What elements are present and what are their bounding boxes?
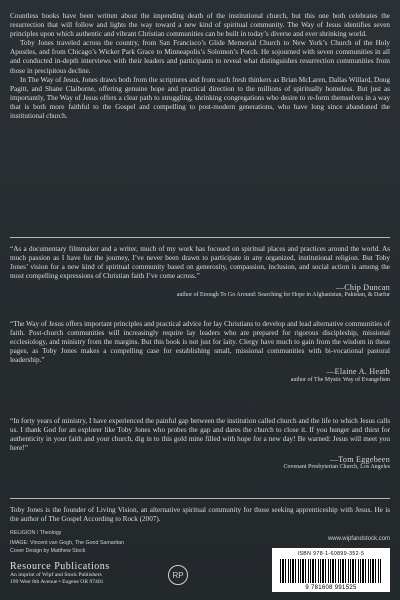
endorsement-text: “As a documentary filmmaker and a writer, much of my work has focused on spiritual places and practices around the world. As much passion as I have for the journey, I’ve never been drawn to participate in any organized, institutional religion. But Toby Jones’ vision for a new kind of spiritual community based on generosity, compassion, inclusion, and social action is among the most compelling expressions of Christian faith I’ve come across.” [10, 245, 390, 281]
publisher-address: 199 West 8th Avenue • Eugene OR 97401 [10, 579, 104, 585]
category-label: RELIGION / Theology [10, 530, 62, 536]
barcode-number: 9 781608 991525 [305, 585, 357, 591]
publisher-logo: RP [168, 565, 188, 585]
isbn-label: ISBN 978-1-60899-352-5 [297, 551, 365, 557]
author-bio: Toby Jones is the founder of Living Vision, an alternative spiritual community for those seeking apprenticeship with Jesus. He is the author of The Gospel According to Rock (2007). [10, 506, 390, 524]
publisher-url: www.wipfandstock.com [327, 536, 390, 542]
endorsement-3 [10, 417, 390, 471]
divider [10, 498, 390, 499]
endorsement-2 [10, 320, 390, 384]
publisher-imprint: An imprint of Wipf and Stock Publishers [10, 572, 102, 578]
endorsement-affiliation: Covenant Presbyterian Church, Los Angeles [283, 464, 390, 471]
book-description [10, 12, 390, 121]
endorsement-affiliation: author of Enough To Go Around: Searching for Hope in Afghanistan, Pakistan, & Darfur [176, 292, 390, 299]
publisher-name: Resource Publications [10, 561, 110, 572]
description-paragraph: In The Way of Jesus, Jones draws both from the scriptures and from such fresh thinkers as Brian McLaren, Dallas Willard, Doug Pagitt, and Shane Claiborne, offering genuine hope and practical direction to the millions of spiritually homeless. But just as importantly, The Way of Jesus offers a clear path to struggling, shrinking congregations who desire to re-form themselves in a way that is both more faithful to the Gospel and compelling to post-modern generations, who have long since abandoned the institutional church. [10, 75, 390, 121]
image-credit: IMAGE: Vincent van Gogh, The Good Samaritan [10, 540, 125, 546]
cover-design-credit: Cover Design by Matthew Stock [10, 548, 86, 554]
endorsement-text: “In forty years of ministry, I have experienced the painful gap between the institution called church and the life to which Jesus calls us. I thank God for an explorer like Toby Jones who probes the gap and dares the church to close it. If you hunger and thirst for authenticity in your faith and your church, dig in to this gold mine filled with hope for a new day! Be warned: Jesus will meet you here!” [10, 417, 390, 453]
endorsement-1 [10, 245, 390, 299]
divider [10, 237, 390, 238]
endorsement-author: —Tom Eggebeen [330, 455, 390, 465]
endorsement-author: —Chip Duncan [335, 283, 390, 293]
barcode-bars [280, 559, 382, 583]
description-paragraph: Countless books have been written about the impending death of the institutional church, but this one both celebrates the resurrection that will follow and lights the way toward a new kind of spiritual community. The Way of Jesus identifies seven principles upon which authentic and vibrant Christian communities can be built in today’s diverse and ever shrinking world. [10, 12, 390, 39]
endorsement-author: —Elaine A. Heath [326, 367, 390, 377]
description-paragraph: Toby Jones traveled across the country, from San Francisco’s Glide Memorial Church to New York’s Church of the Holy Apostles, and from Chicago’s Wicker Park Grace to Minneapolis’s Solomon’s Porch. He sojourned with seven communities in all and conducted in-depth interviews with their leaders and participants to reveal what distinguishes resurrection communities from those in precipitous decline. [10, 39, 390, 75]
endorsement-text: “The Way of Jesus offers important principles and practical advice for lay Christians to develop and lead alternative communities of faith. Post-church communities will increasingly require lay leaders who are prepared for rigorous discipleship, missional ecclesiology, and ministry from the margins. But this book is not just for laity. Clergy have much to gain from the wisdom in these pages, as Toby Jones makes a compelling case for establishing small, missional communities with bi-vocational pastoral leadership.” [10, 320, 390, 365]
publisher-block [10, 561, 110, 586]
isbn-barcode [272, 548, 390, 592]
endorsement-affiliation: author of The Mystic Way of Evangelism [290, 376, 390, 383]
